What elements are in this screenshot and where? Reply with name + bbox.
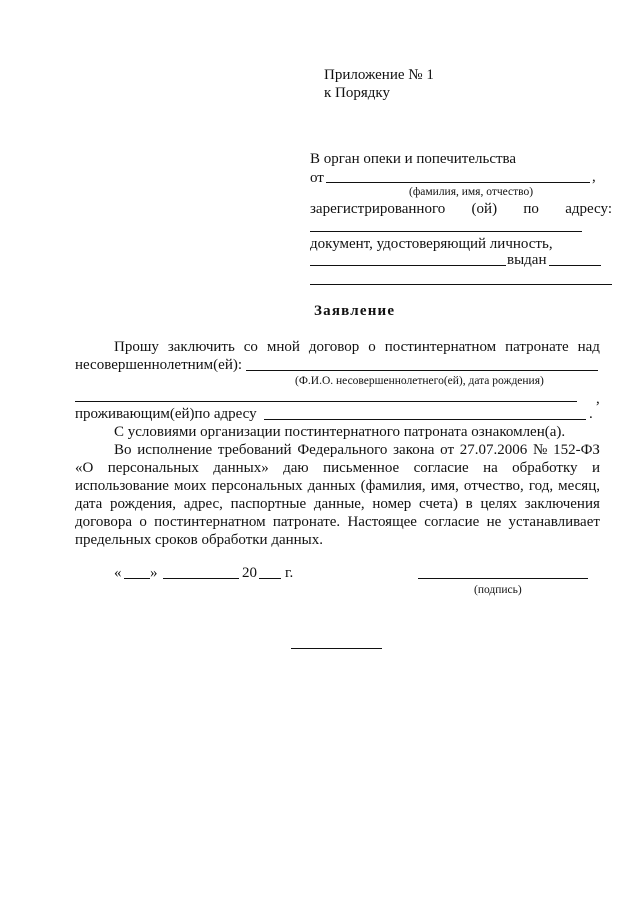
minor-address-field[interactable] [264,419,586,420]
date-day-field[interactable] [124,578,150,579]
consent-line-3: использование моих персональных данных (фамилия, имя, отчество, год, месяц, [75,478,600,494]
request-line-2: несовершеннолетним(ей): [75,357,243,373]
request-line-1: Прошу заключить со мной договор о постинтернатном патронате над [114,339,600,355]
minor-name-field[interactable] [246,370,598,371]
date-open-quote: « [114,565,122,581]
appendix-subtitle: к Порядку [324,85,390,101]
conditions-line: С условиями организации постинтернатного патроната ознакомлен(а). [114,424,566,440]
identity-document-field[interactable] [310,265,506,266]
fio-hint: (фамилия, имя, отчество) [409,186,534,198]
from-label: от [310,170,324,186]
year-suffix: г. [285,565,294,581]
recipient-line: В орган опеки и попечительства [310,151,517,167]
living-at-label: проживающим(ей)по адресу [75,406,257,422]
statement-heading: Заявление [314,303,396,319]
minor-line-comma: , [596,391,600,407]
issued-by-field-continued[interactable] [310,284,612,285]
footer-separator [291,648,382,649]
signature-hint: (подпись) [474,584,522,596]
issued-label: выдан [507,252,547,268]
identity-document-label: документ, удостоверяющий личность, [310,236,553,252]
consent-line-1: Во исполнение требований Федерального закона от 27.07.2006 № 152-ФЗ [114,442,600,458]
registered-address-field[interactable] [310,231,582,232]
from-comma: , [592,169,596,185]
registered-address-label: зарегистрированного (ой) по адресу: [310,201,612,217]
issued-by-field[interactable] [549,265,601,266]
appendix-title: Приложение № 1 [324,67,434,83]
consent-line-4: дата рождения, адрес, паспортные данные, номер счета) в целях заключения [75,496,600,512]
year-prefix: 20 [242,565,257,581]
consent-line-6: предельных сроков обработки данных. [75,532,323,548]
minor-hint: (Ф.И.О. несовершеннолетнего(ей), дата рождения) [295,375,544,387]
consent-line-5: договора о постинтернатном патронате. Настоящее согласие не устанавливает [75,514,600,530]
address-period: . [589,406,593,422]
date-year-field[interactable] [259,578,281,579]
minor-name-field-continued[interactable] [75,401,577,402]
signature-field[interactable] [418,578,588,579]
date-close-quote: » [150,565,158,581]
consent-line-2: «О персональных данных» даю письменное согласие на обработку и [75,460,600,476]
date-month-field[interactable] [163,578,239,579]
